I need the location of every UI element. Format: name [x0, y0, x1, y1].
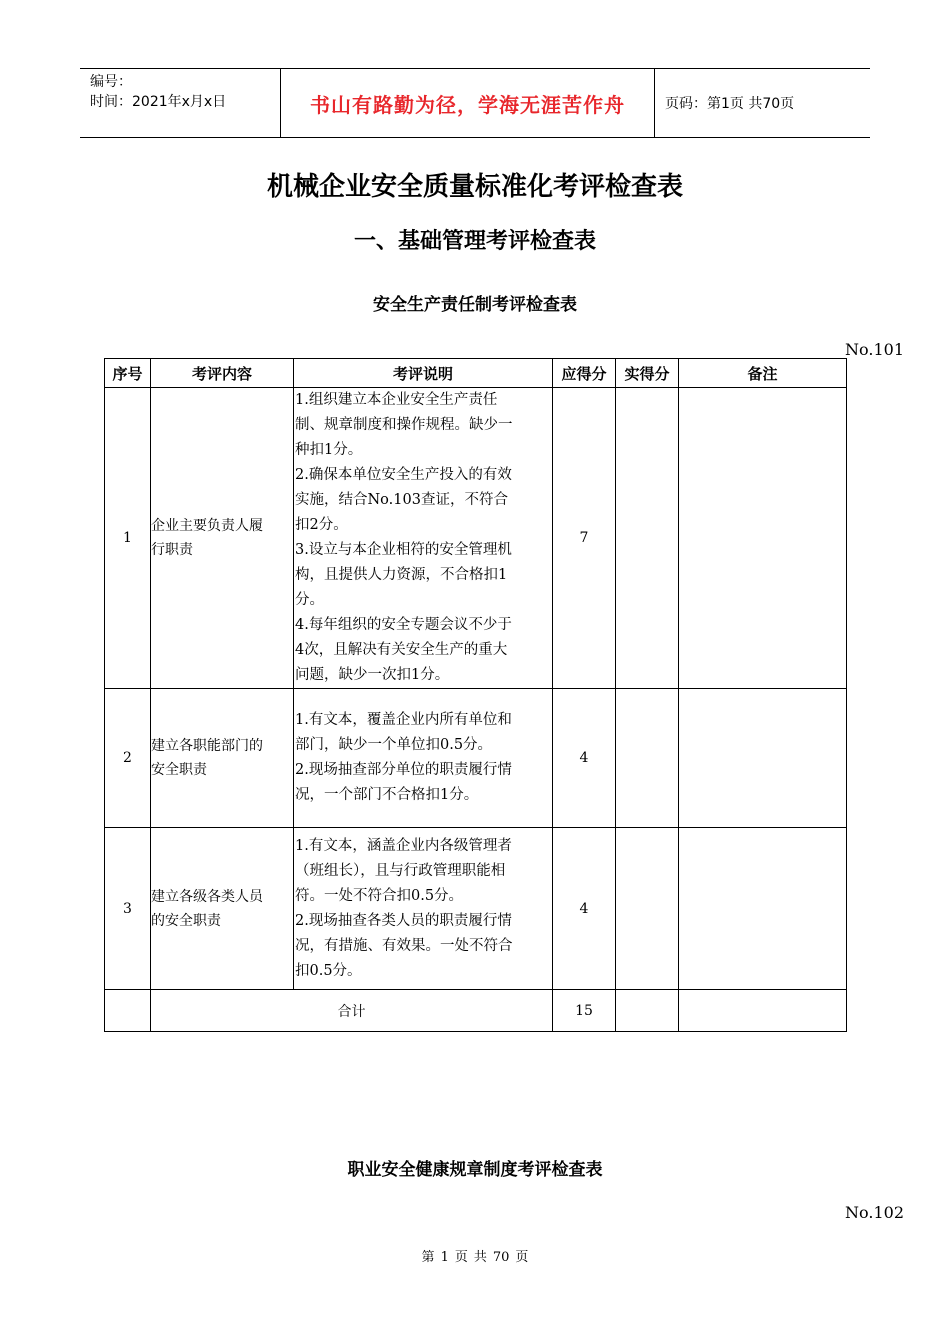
table-row [105, 828, 847, 990]
description-line: 扣0.5分。 [295, 962, 362, 979]
table-row [105, 689, 847, 828]
total-label: 合计 [151, 990, 553, 1032]
total-actual-empty [616, 990, 679, 1032]
row-score: 7 [553, 388, 616, 689]
description-line: 4次，且解决有关安全生产的重大 [295, 642, 508, 658]
row-item-line: 安全职责 [151, 762, 207, 778]
row-item-line: 的安全职责 [151, 912, 221, 929]
page-footer [0, 1246, 950, 1265]
row-item [151, 828, 294, 990]
description-line: 况，一个部门不合格扣1分。 [295, 787, 479, 803]
footer-text: 页 [515, 1250, 529, 1265]
table1-title: 安全生产责任制考评检查表 [373, 295, 577, 315]
footer-page-number: 1 [440, 1250, 449, 1265]
header-page-info: 页码：第1页 共70页 [665, 96, 795, 112]
column-header: 序号 [105, 359, 151, 388]
description-line: 问题，缺少一次扣1分。 [295, 667, 450, 683]
row-remark [679, 828, 847, 990]
document-time: 时间：2021年x月x日 [90, 94, 227, 110]
description-line: 分。 [295, 592, 324, 608]
description-line: 2.确保本单位安全生产投入的有效 [295, 467, 512, 483]
table1-number: No.101 [845, 340, 904, 359]
row-score: 4 [553, 689, 616, 828]
row-item-line: 建立各职能部门的 [151, 738, 263, 754]
description-line: （班组长），且与行政管理职能相 [295, 862, 506, 879]
table1 [104, 358, 847, 1032]
row-description [294, 388, 553, 689]
description-line: 1.有文本，覆盖企业内所有单位和 [295, 712, 512, 728]
description-line: 种扣1分。 [295, 442, 363, 458]
document-number: 编号： [90, 74, 132, 90]
row-item [151, 388, 294, 689]
total-score: 15 [553, 990, 616, 1032]
table2-title: 职业安全健康规章制度考评检查表 [347, 1160, 603, 1180]
column-header: 实得分 [616, 359, 679, 388]
row-item-line: 企业主要负责人履 [151, 518, 263, 534]
description-line: 3.设立与本企业相符的安全管理机 [295, 542, 512, 558]
description-line: 2.现场抽查各类人员的职责履行情 [295, 912, 512, 929]
document-title: 机械企业安全质量标准化考评检查表 [266, 172, 683, 202]
description-line: 符。一处不符合扣0.5分。 [295, 887, 464, 904]
row-score: 4 [553, 828, 616, 990]
row-item-line: 行职责 [151, 542, 193, 558]
total-remark-empty [679, 990, 847, 1032]
table2-number: No.102 [845, 1203, 904, 1222]
description-line: 扣2分。 [295, 517, 348, 533]
description-line: 2.现场抽查部分单位的职责履行情 [295, 762, 512, 778]
column-header: 考评说明 [294, 359, 553, 388]
description-line: 部门，缺少一个单位扣0.5分。 [295, 737, 493, 753]
description-line: 构，且提供人力资源，不合格扣1 [295, 567, 508, 583]
row-actual-score [616, 828, 679, 990]
row-remark [679, 388, 847, 689]
description-line: 1.有文本，涵盖企业内各级管理者 [295, 837, 512, 854]
footer-text: 共 [473, 1250, 487, 1265]
footer-text: 第 [421, 1250, 435, 1265]
total-seq-empty [105, 990, 151, 1032]
column-header: 应得分 [553, 359, 616, 388]
row-actual-score [616, 689, 679, 828]
header-meta [80, 69, 281, 137]
footer-text: 页 [454, 1250, 468, 1265]
row-actual-score [616, 388, 679, 689]
description-line: 制、规章制度和操作规程。缺少一 [295, 417, 513, 433]
total-row [105, 990, 847, 1032]
page-header [80, 68, 870, 138]
header-motto: 书山有路勤为径，学海无涯苦作舟 [281, 69, 655, 137]
description-line: 实施，结合No.103查证，不符合 [295, 492, 508, 508]
table-row [105, 388, 847, 689]
row-description [294, 689, 553, 828]
row-remark [679, 689, 847, 828]
row-seq: 1 [105, 388, 151, 689]
column-header: 考评内容 [151, 359, 294, 388]
description-line: 1.组织建立本企业安全生产责任 [295, 392, 498, 408]
description-line: 4.每年组织的安全专题会议不少于 [295, 617, 512, 633]
row-item-line: 建立各级各类人员 [151, 888, 263, 905]
column-header: 备注 [679, 359, 847, 388]
row-seq: 2 [105, 689, 151, 828]
row-item [151, 689, 294, 828]
row-seq: 3 [105, 828, 151, 990]
section-title: 一、基础管理考评检查表 [353, 229, 596, 254]
table-header-row [105, 359, 847, 388]
description-line: 况，有措施、有效果。一处不符合 [295, 937, 513, 954]
footer-total-pages: 70 [492, 1250, 510, 1265]
row-description [294, 828, 553, 990]
